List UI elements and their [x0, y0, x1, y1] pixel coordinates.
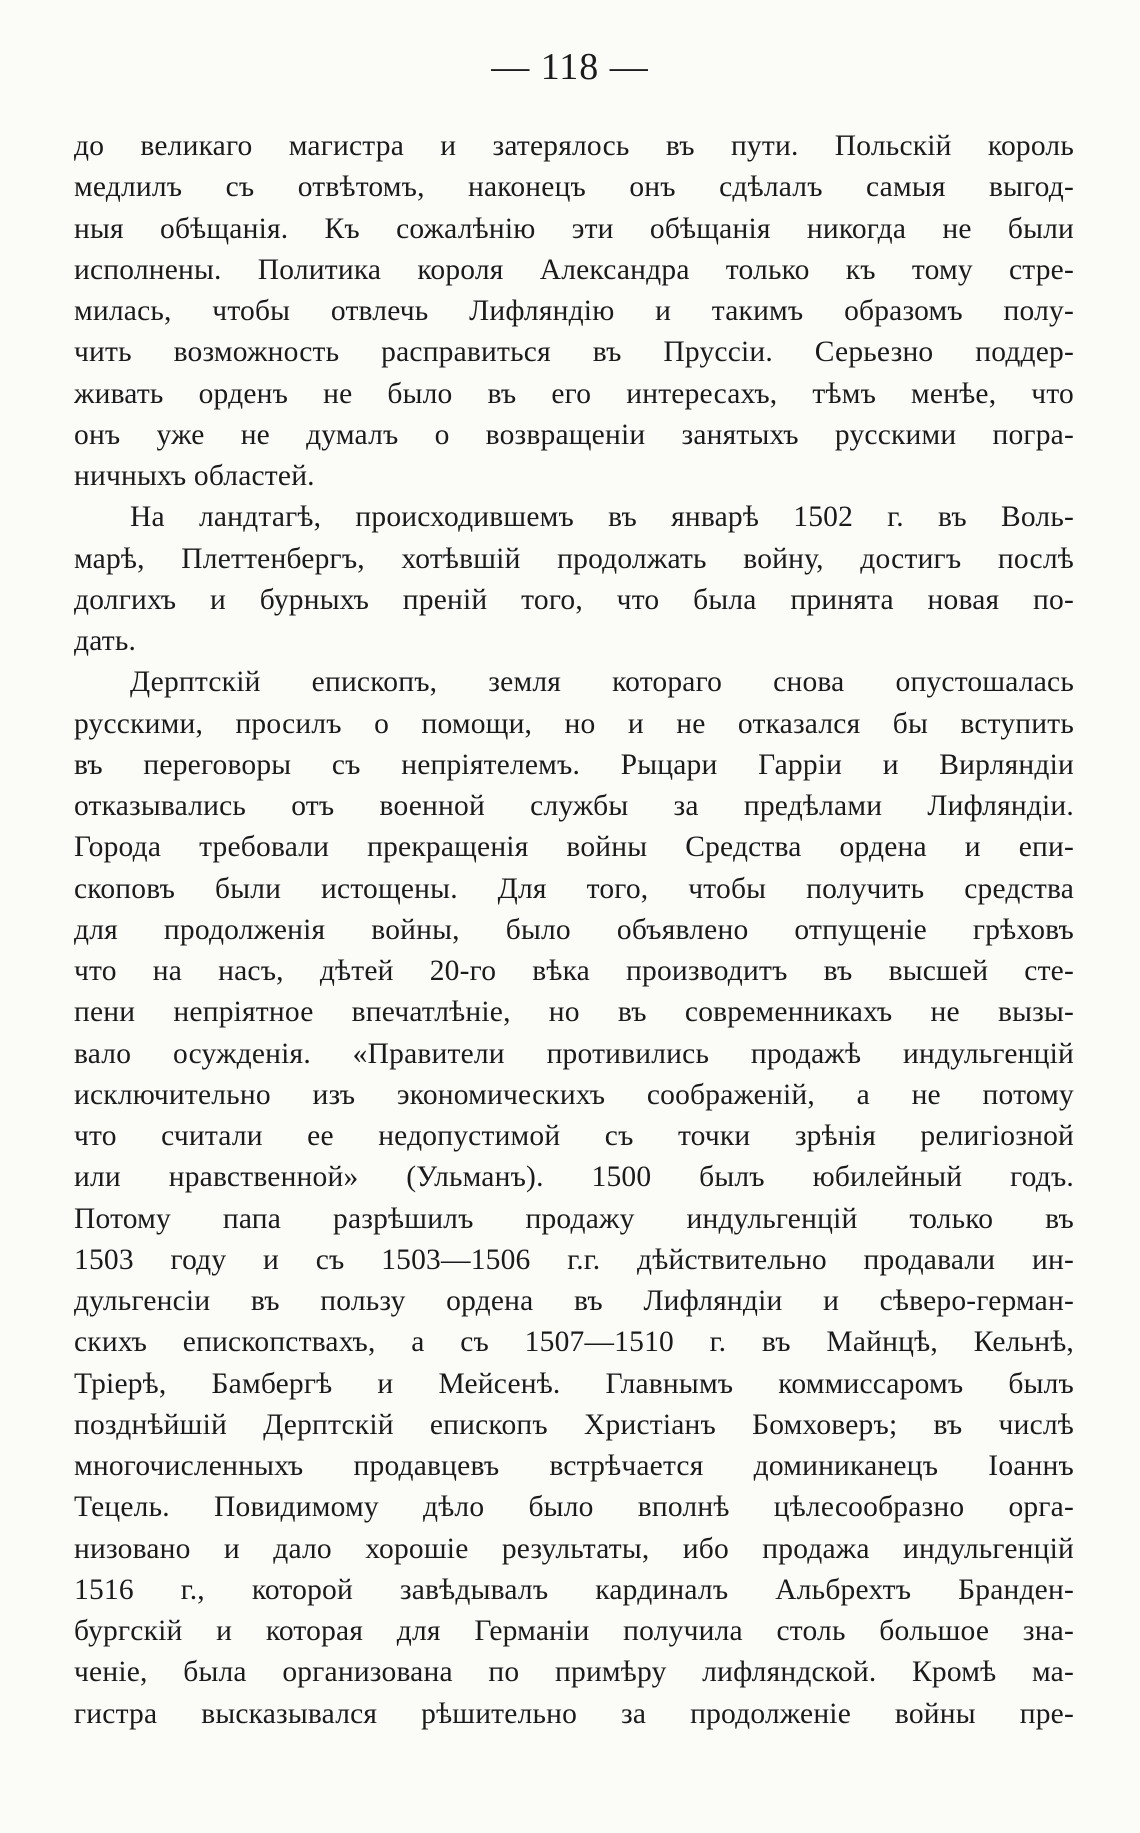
text-line: Города требовали прекращенія войны Средства ордена и епи-	[74, 831, 1074, 864]
text-line: или нравственной» (Ульманъ). 1500 былъ юбилейный годъ.	[74, 1161, 1074, 1194]
text-line: дать.	[74, 625, 137, 657]
text-line: что считали ее недопустимой съ точки зрѣнія религіозной	[74, 1120, 1074, 1152]
body-text	[74, 126, 1074, 1735]
text-line: низовано и дало хорошіе результаты, ибо продажа индульгенцій	[74, 1532, 1074, 1565]
text-line: ничныхъ областей.	[74, 460, 315, 492]
text-line: русскими, просилъ о помощи, но и не отказался бы вступить	[74, 707, 1074, 740]
text-line: чить возможность расправиться въ Пруссіи. Серьезно поддер-	[74, 336, 1074, 369]
text-line: марѣ, Плеттенбергъ, хотѣвшій продолжать войну, достигъ послѣ	[74, 542, 1074, 575]
text-line: гистра высказывался рѣшительно за продолженіе войны пре-	[74, 1697, 1074, 1730]
text-line: позднѣйшій Дерптскій епископъ Христіанъ Бомховеръ; въ числѣ	[74, 1408, 1074, 1441]
text-line: въ переговоры съ непріятелемъ. Рыцари Гарріи и Вирляндіи	[74, 748, 1074, 781]
text-line: вало осужденія. «Правители противились продажѣ индульгенцій	[74, 1037, 1074, 1070]
text-line: скоповъ были истощены. Для того, чтобы получить средства	[74, 872, 1074, 905]
text-line: для продолженія войны, было объявлено отпущеніе грѣховъ	[74, 913, 1074, 946]
text-line: милась, чтобы отвлечь Лифляндію и такимъ образомъ полу-	[74, 295, 1074, 327]
text-line: скихъ епископствахъ, а съ 1507—1510 г. въ Майнцѣ, Кельнѣ,	[74, 1326, 1074, 1359]
text-line: исполнены. Политика короля Александра только къ тому стре-	[74, 253, 1074, 286]
text-line: ныя обѣщанія. Къ сожалѣнію эти обѣщанія никогда не были	[74, 212, 1074, 245]
text-line: Дерптскій епископъ, земля котораго снова опустошалась	[130, 666, 1074, 699]
text-line: пени непріятное впечатлѣніе, но въ современникахъ не вызы-	[74, 996, 1074, 1029]
text-line: бургскій и которая для Германіи получила столь большое зна-	[74, 1615, 1074, 1647]
text-line: что на насъ, дѣтей 20-го вѣка производитъ въ высшей сте-	[74, 955, 1074, 987]
text-line: дульгенсіи въ пользу ордена въ Лифляндіи и сѣверо-герман-	[74, 1285, 1074, 1317]
text-line: живать орденъ не было въ его интересахъ, тѣмъ менѣе, что	[74, 377, 1074, 410]
text-line: многочисленныхъ продавцевъ встрѣчается доминиканецъ Іоаннъ	[74, 1450, 1074, 1482]
text-line: 1503 году и съ 1503—1506 г.г. дѣйствительно продавали ин-	[74, 1243, 1074, 1276]
text-line: Потому папа разрѣшилъ продажу индульгенцій только въ	[74, 1202, 1074, 1235]
text-line: 1516 г., которой завѣдывалъ кардиналъ Альбрехтъ Бранден-	[74, 1573, 1074, 1606]
page-number: — 118 —	[491, 46, 649, 88]
text-line: долгихъ и бурныхъ преній того, что была принята новая по-	[74, 583, 1074, 616]
text-line: Тріерѣ, Бамбергѣ и Мейсенѣ. Главнымъ коммиссаромъ былъ	[74, 1367, 1074, 1400]
text-line: Тецель. Повидимому дѣло было вполнѣ цѣлесообразно орга-	[74, 1491, 1074, 1524]
text-line: ченіе, была организована по примѣру лифляндской. Кромѣ ма-	[74, 1656, 1074, 1689]
text-line: исключительно изъ экономическихъ соображеній, а не потому	[74, 1078, 1074, 1111]
text-line: онъ уже не думалъ о возвращеніи занятыхъ русскими погра-	[74, 418, 1074, 451]
text-line: отказывались отъ военной службы за предѣлами Лифляндіи.	[74, 790, 1074, 822]
text-line: медлилъ съ отвѣтомъ, наконецъ онъ сдѣлалъ самыя выгод-	[74, 171, 1074, 204]
text-line: до великаго магистра и затерялось въ пути. Польскій король	[74, 130, 1074, 162]
text-line: На ландтагѣ, происходившемъ въ январѣ 1502 г. въ Воль-	[130, 501, 1074, 534]
